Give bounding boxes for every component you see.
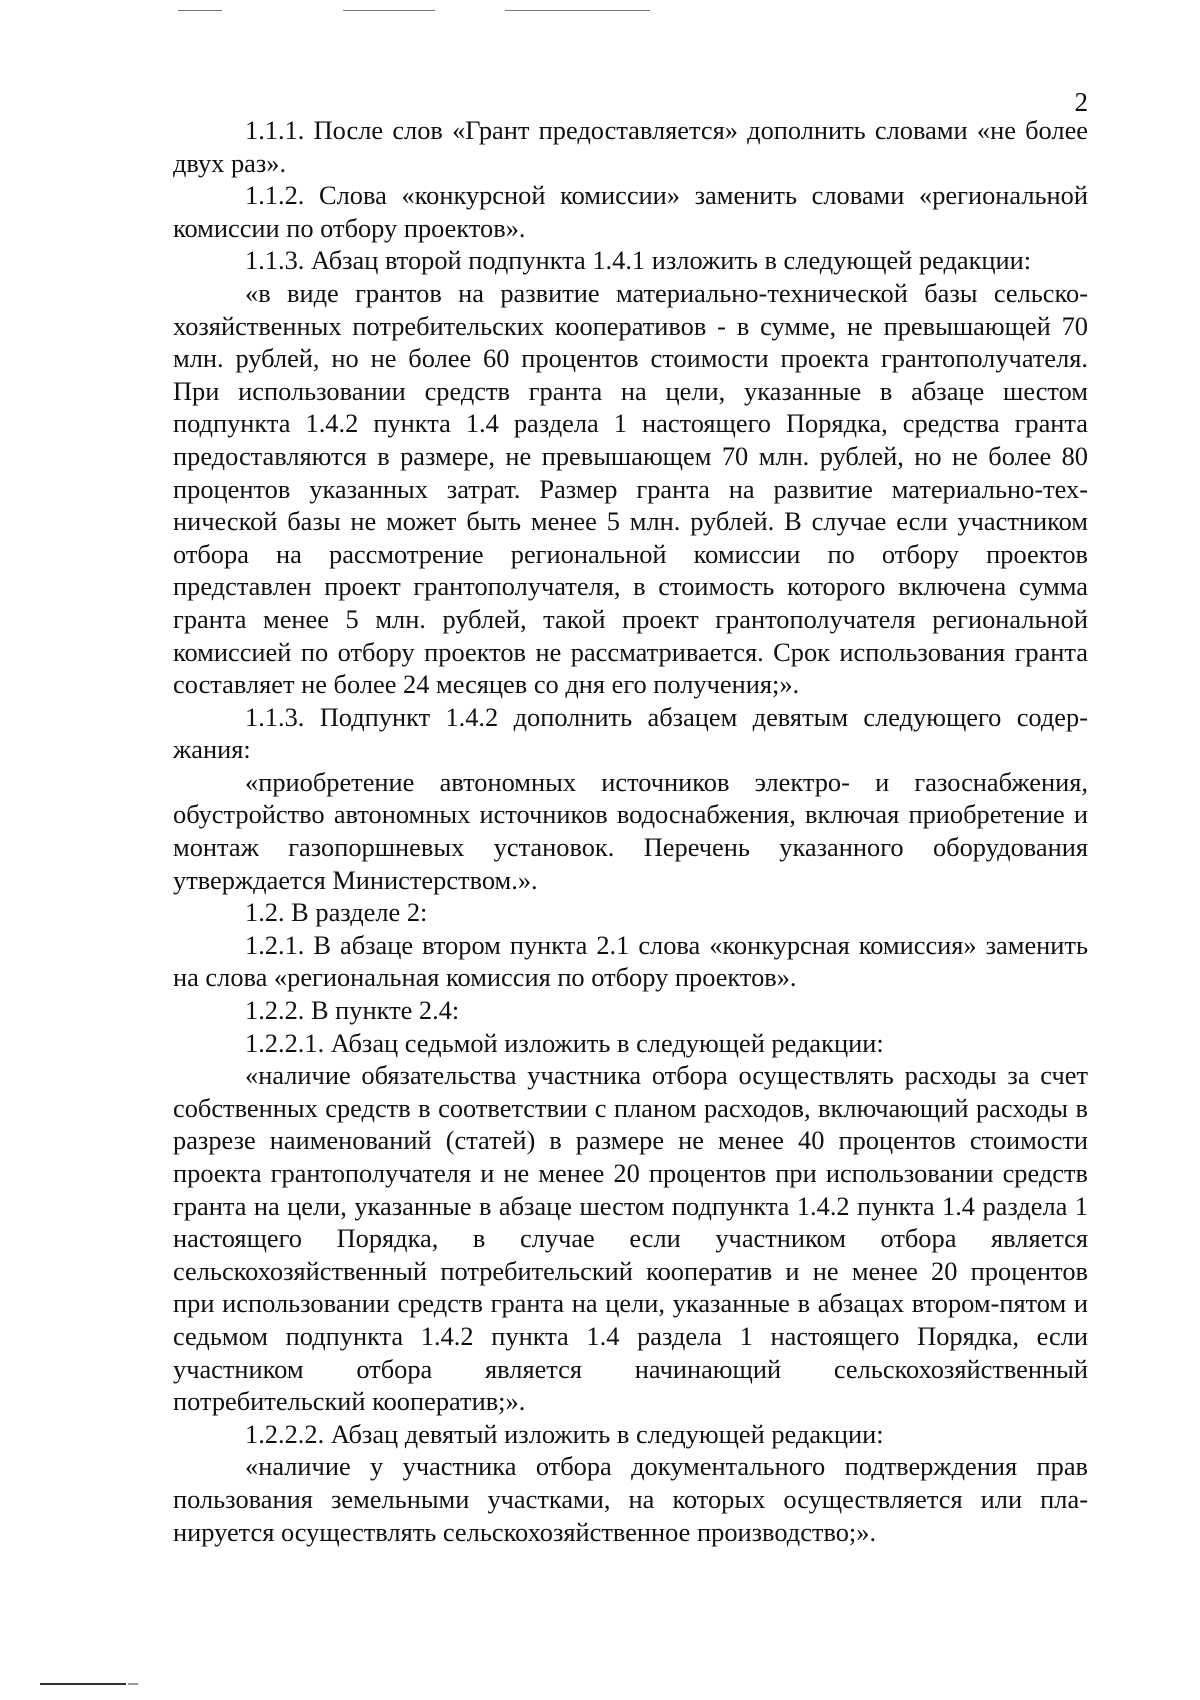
scan-artifact-line [178,10,222,11]
paragraph: «в виде грантов на развитие материально-технической базы сельскохозяйственных потребительских кооперативов - в сумме, не превышающей 70 млн. рублей, но не более 60 процентов стоимости проекта грантополучателя. При использовании средств гранта на цели, указанные в абзаце шестом подпункта 1.4.2 пункта 1.4 раздела 1 настоящего Порядка, средства гранта предоставляются в размере, не превышающем 70 млн. рублей, но не более 80 процентов указанных затрат. Размер гранта на развитие материально-технической базы не может быть менее 5 млн. рублей. В случае если участником отбора на рассмотрение региональной комиссии по отбору проектов представлен проект грантополучателя, в стоимость которого включена сумма гранта менее 5 млн. рублей, такой проект грантополучателя региональной комиссией по отбору проектов не рассматривается. Срок использования гранта составляет не более 24 месяцев со дня его получения;». [173,277,1088,700]
scan-artifact-line [505,10,650,11]
paragraph: 1.1.3. Подпункт 1.4.2 дополнить абзацем девятым следующего содержания: [173,701,1088,765]
page-number: 2 [1074,87,1088,117]
paragraph: 1.1.1. После слов «Грант предоставляется» дополнить словами «не более двух раз». [173,115,1088,178]
paragraph: 1.2.1. В абзаце втором пункта 2.1 слова «конкурсная комиссия» заменить на слова «региональная комиссия по отбору проектов». [173,929,1088,993]
paragraph: 1.2.2.2. Абзац девятый изложить в следующей редакции: [245,1418,884,1449]
document-body [173,114,1088,1548]
paragraph: «наличие обязательства участника отбора осуществлять расходы за счет собственных средств в соответствии с планом расходов, включающий расходы в разрезе наименований (статей) в размере не менее 40 процентов стоимости проекта грантополучателя и не менее 20 процентов при использовании средств гранта на цели, указанные в абзаце шестом подпункта 1.4.2 пункта 1.4 раздела 1 настоящего Порядка, в случае если участником отбора является сельскохозяйственный потребительский кооператив и не менее 20 процентов при использовании средств гранта на цели, указанные в абзацах втором-пятом и седьмом подпункта 1.4.2 пункта 1.4 раздела 1 настоящего Порядка, если участником отбора является начинающий сельскохозяйственный потребительский кооператив;». [173,1060,1088,1417]
paragraph: «приобретение автономных источников электро- и газоснабжения, обустройство автономных источников водоснабжения, включая приобретение и монтаж газопоршневых установок. Перечень указанного оборудования утверждается Министерством.». [173,766,1088,895]
paragraph: 1.2. В разделе 2: [245,897,428,928]
paragraph: 1.2.2.1. Абзац седьмой изложить в следующей редакции: [245,1027,884,1058]
footer-rule [40,1683,126,1685]
paragraph: 1.2.2. В пункте 2.4: [245,995,460,1026]
footer-rule [128,1683,138,1685]
paragraph: 1.1.3. Абзац второй подпункта 1.4.1 изложить в следующей редакции: [245,245,1032,276]
paragraph: «наличие у участника отбора документального подтверждения прав пользования земельными участками, на которых осуществляется или планируется осуществлять сельскохозяйственное производство;». [173,1451,1088,1547]
paragraph: 1.1.2. Слова «конкурсной комиссии» заменить словами «региональной комиссии по отбору проектов». [173,180,1088,243]
scan-artifact-line [343,10,435,11]
